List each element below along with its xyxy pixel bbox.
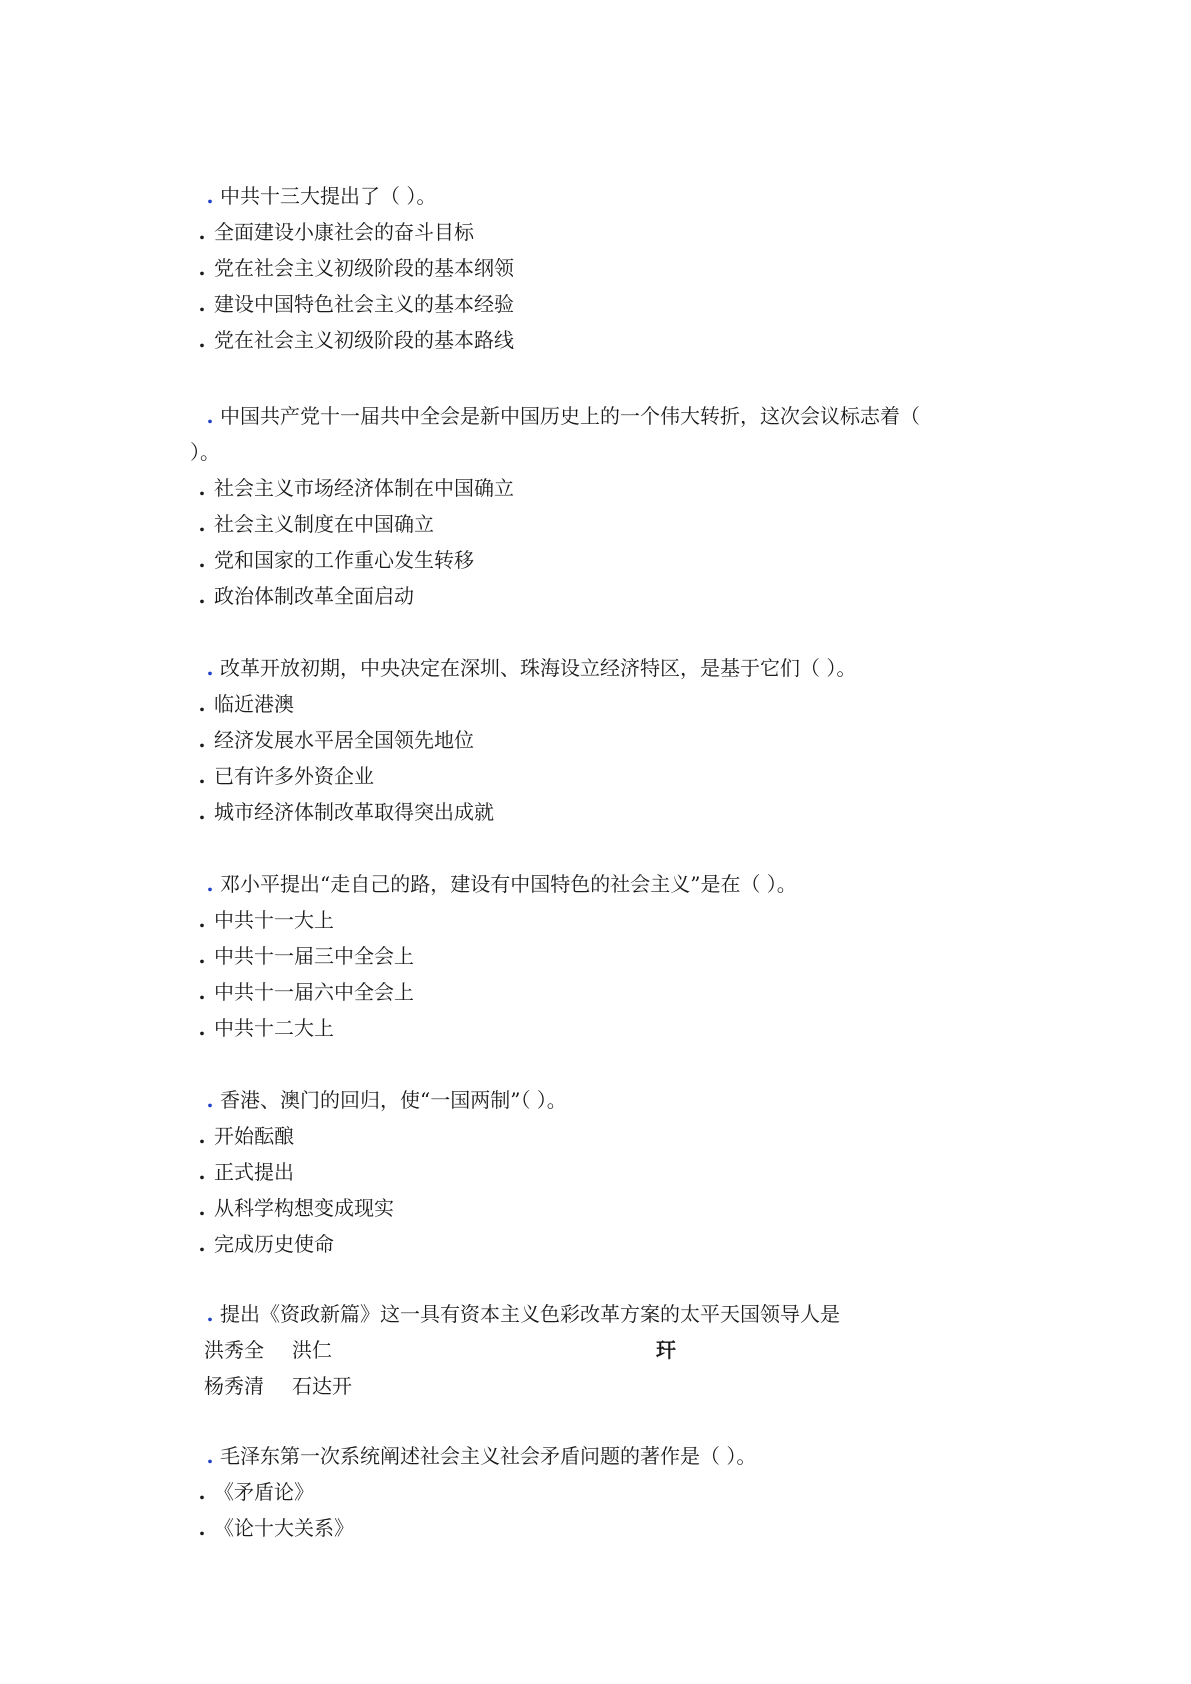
option-dot: . xyxy=(198,1232,206,1256)
option-text: 完成历史使命 xyxy=(214,1232,334,1256)
option-dot: . xyxy=(198,1124,206,1148)
option-text: 政治体制改革全面启动 xyxy=(214,584,414,608)
question-text: 中共十三大提出了（ ）。 xyxy=(220,184,437,208)
question-marker: . xyxy=(206,184,214,208)
question-marker: . xyxy=(206,872,214,896)
option-dot: . xyxy=(198,328,206,352)
question-stem xyxy=(190,398,970,434)
option-dot: . xyxy=(198,584,206,608)
option-dot: . xyxy=(198,1516,206,1540)
option-text: 党在社会主义初级阶段的基本路线 xyxy=(214,328,514,352)
answer-name: 石达开 xyxy=(292,1374,352,1398)
question-stem xyxy=(190,178,970,214)
question-stem-continued xyxy=(190,434,970,470)
option-dot: . xyxy=(198,908,206,932)
option-text: 建设中国特色社会主义的基本经验 xyxy=(214,292,514,316)
question-3 xyxy=(190,650,970,830)
question-text: 香港、澳门的回归，使“一国两制”（ ）。 xyxy=(220,1088,567,1112)
answer-name: 洪仁 xyxy=(292,1338,332,1362)
option-dot: . xyxy=(198,728,206,752)
option-item xyxy=(190,578,970,614)
option-text: 开始酝酿 xyxy=(214,1124,294,1148)
option-dot: . xyxy=(198,764,206,788)
option-text: 已有许多外资企业 xyxy=(214,764,374,788)
option-text: 社会主义制度在中国确立 xyxy=(214,512,434,536)
detached-character: 玕 xyxy=(656,1338,676,1362)
option-item xyxy=(190,286,970,322)
question-6 xyxy=(190,1296,970,1404)
option-text: 中共十一届三中全会上 xyxy=(214,944,414,968)
answer-names-row xyxy=(190,1368,970,1404)
option-text: 《论十大关系》 xyxy=(214,1516,354,1540)
option-dot: . xyxy=(198,800,206,824)
question-stem xyxy=(190,650,970,686)
question-stem xyxy=(190,1438,970,1474)
option-item xyxy=(190,938,970,974)
option-item xyxy=(190,1190,970,1226)
question-marker: . xyxy=(206,404,214,428)
option-dot: . xyxy=(198,1160,206,1184)
question-stem xyxy=(190,866,970,902)
option-text: 《矛盾论》 xyxy=(214,1480,314,1504)
question-7 xyxy=(190,1438,970,1546)
question-text-continued: ）。 xyxy=(190,440,220,464)
option-item xyxy=(190,322,970,358)
option-text: 正式提出 xyxy=(214,1160,294,1184)
option-text: 临近港澳 xyxy=(214,692,294,716)
option-dot: . xyxy=(198,980,206,1004)
option-dot: . xyxy=(198,1196,206,1220)
question-4 xyxy=(190,866,970,1046)
question-stem xyxy=(190,1296,970,1332)
option-item xyxy=(190,758,970,794)
question-marker: . xyxy=(206,1302,214,1326)
answer-name: 洪秀全 xyxy=(204,1338,264,1362)
question-marker: . xyxy=(206,656,214,680)
option-text: 社会主义市场经济体制在中国确立 xyxy=(214,476,514,500)
option-item xyxy=(190,722,970,758)
question-text: 邓小平提出“走自己的路，建设有中国特色的社会主义”是在（ ）。 xyxy=(220,872,797,896)
option-dot: . xyxy=(198,944,206,968)
option-item xyxy=(190,1510,970,1546)
question-stem xyxy=(190,1082,970,1118)
option-text: 从科学构想变成现实 xyxy=(214,1196,394,1220)
option-text: 城市经济体制改革取得突出成就 xyxy=(214,800,494,824)
option-item xyxy=(190,974,970,1010)
question-1 xyxy=(190,178,970,358)
question-text: 改革开放初期，中央决定在深圳、珠海设立经济特区，是基于它们（ ）。 xyxy=(220,656,857,680)
option-item xyxy=(190,214,970,250)
option-item xyxy=(190,686,970,722)
option-dot: . xyxy=(198,512,206,536)
option-dot: . xyxy=(198,1016,206,1040)
option-dot: . xyxy=(198,256,206,280)
option-text: 中共十二大上 xyxy=(214,1016,334,1040)
question-marker: . xyxy=(206,1088,214,1112)
option-item xyxy=(190,1474,970,1510)
question-marker: . xyxy=(206,1444,214,1468)
question-text: 毛泽东第一次系统阐述社会主义社会矛盾问题的著作是（ ）。 xyxy=(220,1444,757,1468)
option-dot: . xyxy=(198,692,206,716)
option-dot: . xyxy=(198,1480,206,1504)
option-item xyxy=(190,1154,970,1190)
option-item xyxy=(190,542,970,578)
option-dot: . xyxy=(198,292,206,316)
question-5 xyxy=(190,1082,970,1262)
option-text: 全面建设小康社会的奋斗目标 xyxy=(214,220,474,244)
option-dot: . xyxy=(198,220,206,244)
answer-name: 杨秀清 xyxy=(204,1374,264,1398)
option-item xyxy=(190,1010,970,1046)
option-dot: . xyxy=(198,548,206,572)
option-item xyxy=(190,1118,970,1154)
question-2 xyxy=(190,398,970,614)
question-text: 中国共产党十一届共中全会是新中国历史上的一个伟大转折，这次会议标志着（ xyxy=(220,404,920,428)
answer-names-row xyxy=(190,1332,970,1368)
option-item xyxy=(190,794,970,830)
option-dot: . xyxy=(198,476,206,500)
option-text: 党在社会主义初级阶段的基本纲领 xyxy=(214,256,514,280)
option-text: 中共十一大上 xyxy=(214,908,334,932)
option-item xyxy=(190,902,970,938)
option-text: 中共十一届六中全会上 xyxy=(214,980,414,1004)
option-text: 党和国家的工作重心发生转移 xyxy=(214,548,474,572)
option-item xyxy=(190,470,970,506)
option-item xyxy=(190,1226,970,1262)
question-text: 提出《资政新篇》这一具有资本主义色彩改革方案的太平天国领导人是 xyxy=(220,1302,840,1326)
option-text: 经济发展水平居全国领先地位 xyxy=(214,728,474,752)
option-item xyxy=(190,250,970,286)
option-item xyxy=(190,506,970,542)
